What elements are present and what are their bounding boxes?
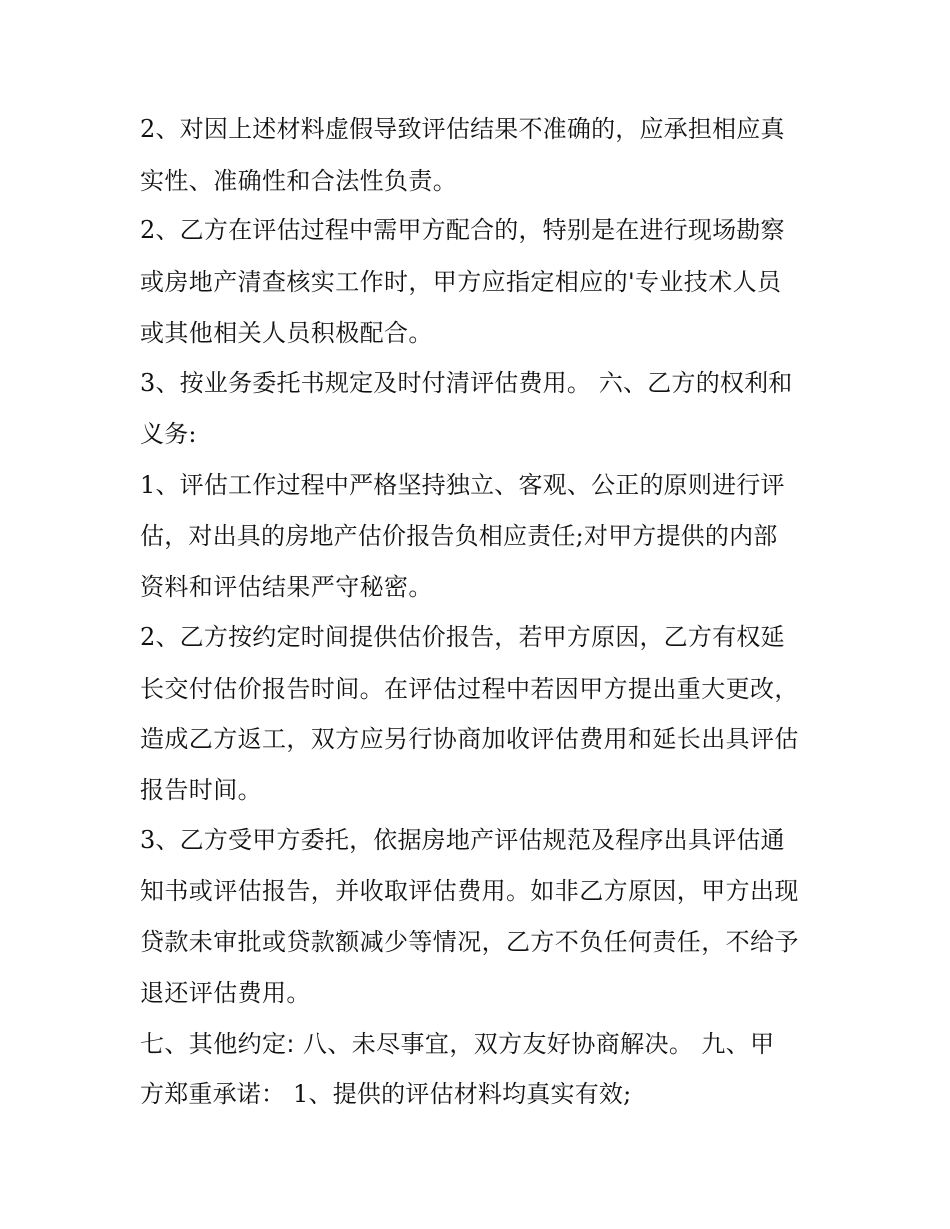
text-line-19: 七、其他约定: 八、未尽事宜，双方友好协商解决。 九、甲 <box>140 1030 775 1058</box>
text-line-11: 2、乙方按约定时间提供估价报告，若甲方原因，乙方有权延 <box>140 623 785 651</box>
text-line-4: 或房地产清查核实工作时，甲方应指定相应的'专业技术人员 <box>140 268 782 296</box>
text-line-20-part-2: 1、提供的评估材料均真实有效; <box>285 1080 632 1108</box>
text-line-5: 或其他相关人员积极配合。 <box>140 319 433 347</box>
text-line-18: 退还评估费用。 <box>140 979 311 1007</box>
text-line-1: 2、对因上述材料虚假导致评估结果不准确的，应承担相应真 <box>140 115 785 143</box>
text-line-20-part-1: 方郑重承诺： <box>140 1080 286 1108</box>
text-line-2: 实性、准确性和合法性负责。 <box>140 167 458 195</box>
text-line-14: 报告时间。 <box>140 776 262 804</box>
text-line-7: 义务: <box>140 420 197 448</box>
text-line-15: 3、乙方受甲方委托，依据房地产评估规范及程序出具评估通 <box>140 826 785 854</box>
text-line-16: 知书或评估报告，并收取评估费用。如非乙方原因，甲方出现 <box>140 877 799 905</box>
text-line-20 <box>140 1074 631 1114</box>
text-line-10: 资料和评估结果严守秘密。 <box>140 573 433 601</box>
text-line-12: 长交付估价报告时间。在评估过程中若因甲方提出重大更改， <box>140 675 799 703</box>
text-line-13: 造成乙方返工，双方应另行协商加收评估费用和延长出具评估 <box>140 725 799 753</box>
text-line-3: 2、乙方在评估过程中需甲方配合的，特别是在进行现场勘察 <box>140 216 785 244</box>
text-line-17: 贷款未审批或贷款额减少等情况，乙方不负任何责任，不给予 <box>140 928 799 956</box>
text-line-9: 估，对出具的房地产估价报告负相应责任;对甲方提供的内部 <box>140 522 778 550</box>
text-line-6: 3、按业务委托书规定及时付清评估费用。 六、乙方的权利和 <box>140 369 793 397</box>
text-line-8: 1、评估工作过程中严格坚持独立、客观、公正的原则进行评 <box>140 471 785 499</box>
